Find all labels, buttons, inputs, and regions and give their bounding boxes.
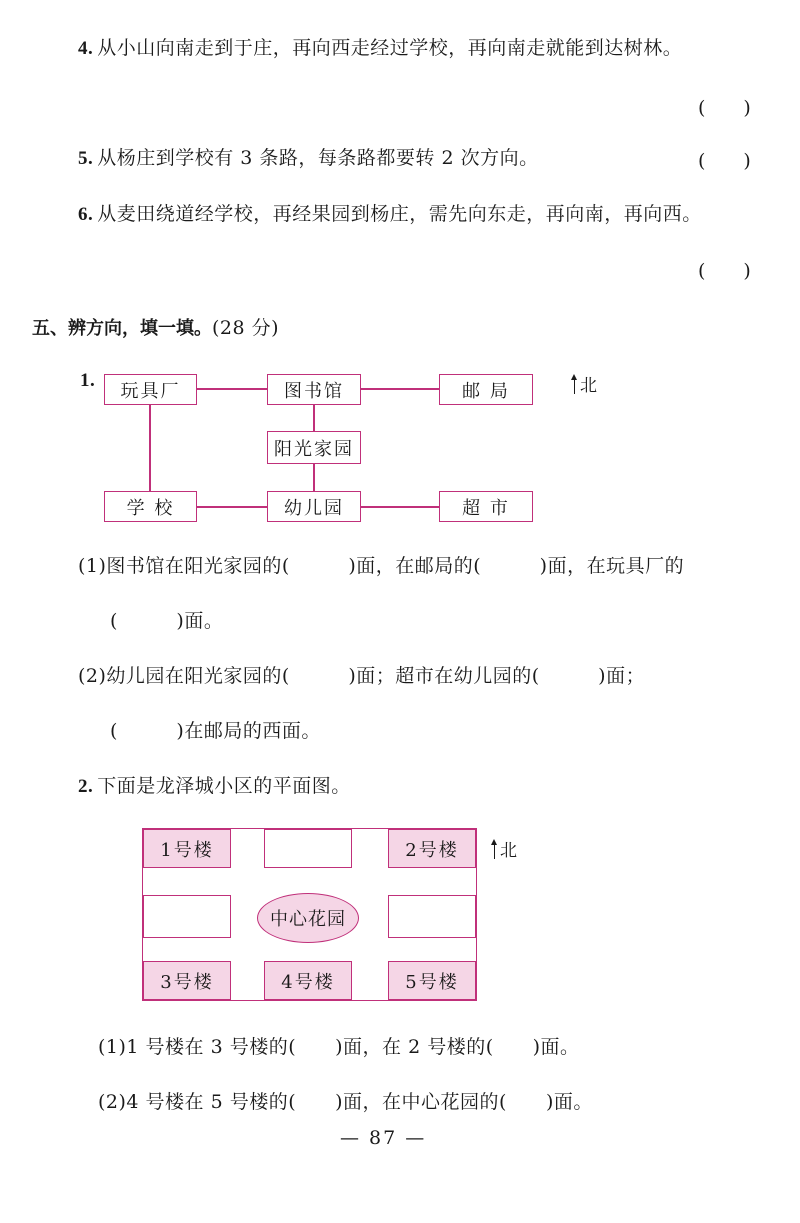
map-line (196, 388, 268, 390)
map-line (313, 463, 315, 492)
building-4: 4号楼 (264, 961, 352, 1000)
empty-lot-right (388, 895, 476, 938)
page-number: — 87 — (340, 1127, 427, 1149)
question-4: 4. 从小山向南走到于庄，再向西走经过学校，再向南走就能到达树林。 (78, 37, 683, 59)
q2-sub2: (2)4 号楼在 5 号楼的( )面，在中心花园的( )面。 (98, 1091, 593, 1113)
map-line (196, 506, 268, 508)
place-post-office: 邮 局 (439, 374, 533, 405)
q2-prompt: 2. 下面是龙泽城小区的平面图。 (78, 775, 351, 797)
place-school: 学 校 (104, 491, 197, 522)
place-toy-factory: 玩具厂 (104, 374, 197, 405)
north-arrow-icon (570, 374, 580, 394)
place-supermarket: 超 市 (439, 491, 533, 522)
place-kindergarten: 幼儿园 (267, 491, 361, 522)
section-heading: 五、辨方向，填一填。(28 分) (32, 317, 280, 339)
place-sunshine-home: 阳光家园 (267, 431, 361, 464)
answer-paren-6[interactable]: ( ) (698, 260, 751, 282)
map-line (313, 404, 315, 432)
q2-sub1: (1)1 号楼在 3 号楼的( )面，在 2 号楼的( )面。 (98, 1036, 580, 1058)
central-garden: 中心花园 (257, 893, 359, 943)
north-indicator-2: 北 (490, 836, 517, 861)
empty-lot-top (264, 829, 352, 868)
place-library: 图书馆 (267, 374, 361, 405)
building-2: 2号楼 (388, 829, 476, 868)
empty-lot-left (143, 895, 231, 938)
q1-number: 1. (80, 370, 96, 391)
question-5: 5. 从杨庄到学校有 3 条路，每条路都要转 2 次方向。 (78, 147, 539, 169)
answer-paren-5[interactable]: ( ) (698, 150, 751, 172)
q1-sub2-line2: ( )在邮局的西面。 (110, 720, 321, 742)
q1-sub1-line1: (1)图书馆在阳光家园的( )面，在邮局的( )面，在玩具厂的 (78, 555, 685, 577)
q1-sub2-line1: (2)幼儿园在阳光家园的( )面；超市在幼儿园的( )面； (78, 665, 646, 687)
q1-sub1-line2: ( )面。 (110, 610, 224, 632)
north-indicator: 北 (570, 371, 597, 396)
question-6: 6. 从麦田绕道经学校，再经果园到杨庄，需先向东走，再向南，再向西。 (78, 203, 702, 225)
map-line (360, 388, 440, 390)
map-line (149, 404, 151, 492)
building-1: 1号楼 (143, 829, 231, 868)
answer-paren-4[interactable]: ( ) (698, 97, 751, 119)
building-5: 5号楼 (388, 961, 476, 1000)
map-line (360, 506, 440, 508)
north-arrow-icon (490, 839, 500, 859)
building-3: 3号楼 (143, 961, 231, 1000)
